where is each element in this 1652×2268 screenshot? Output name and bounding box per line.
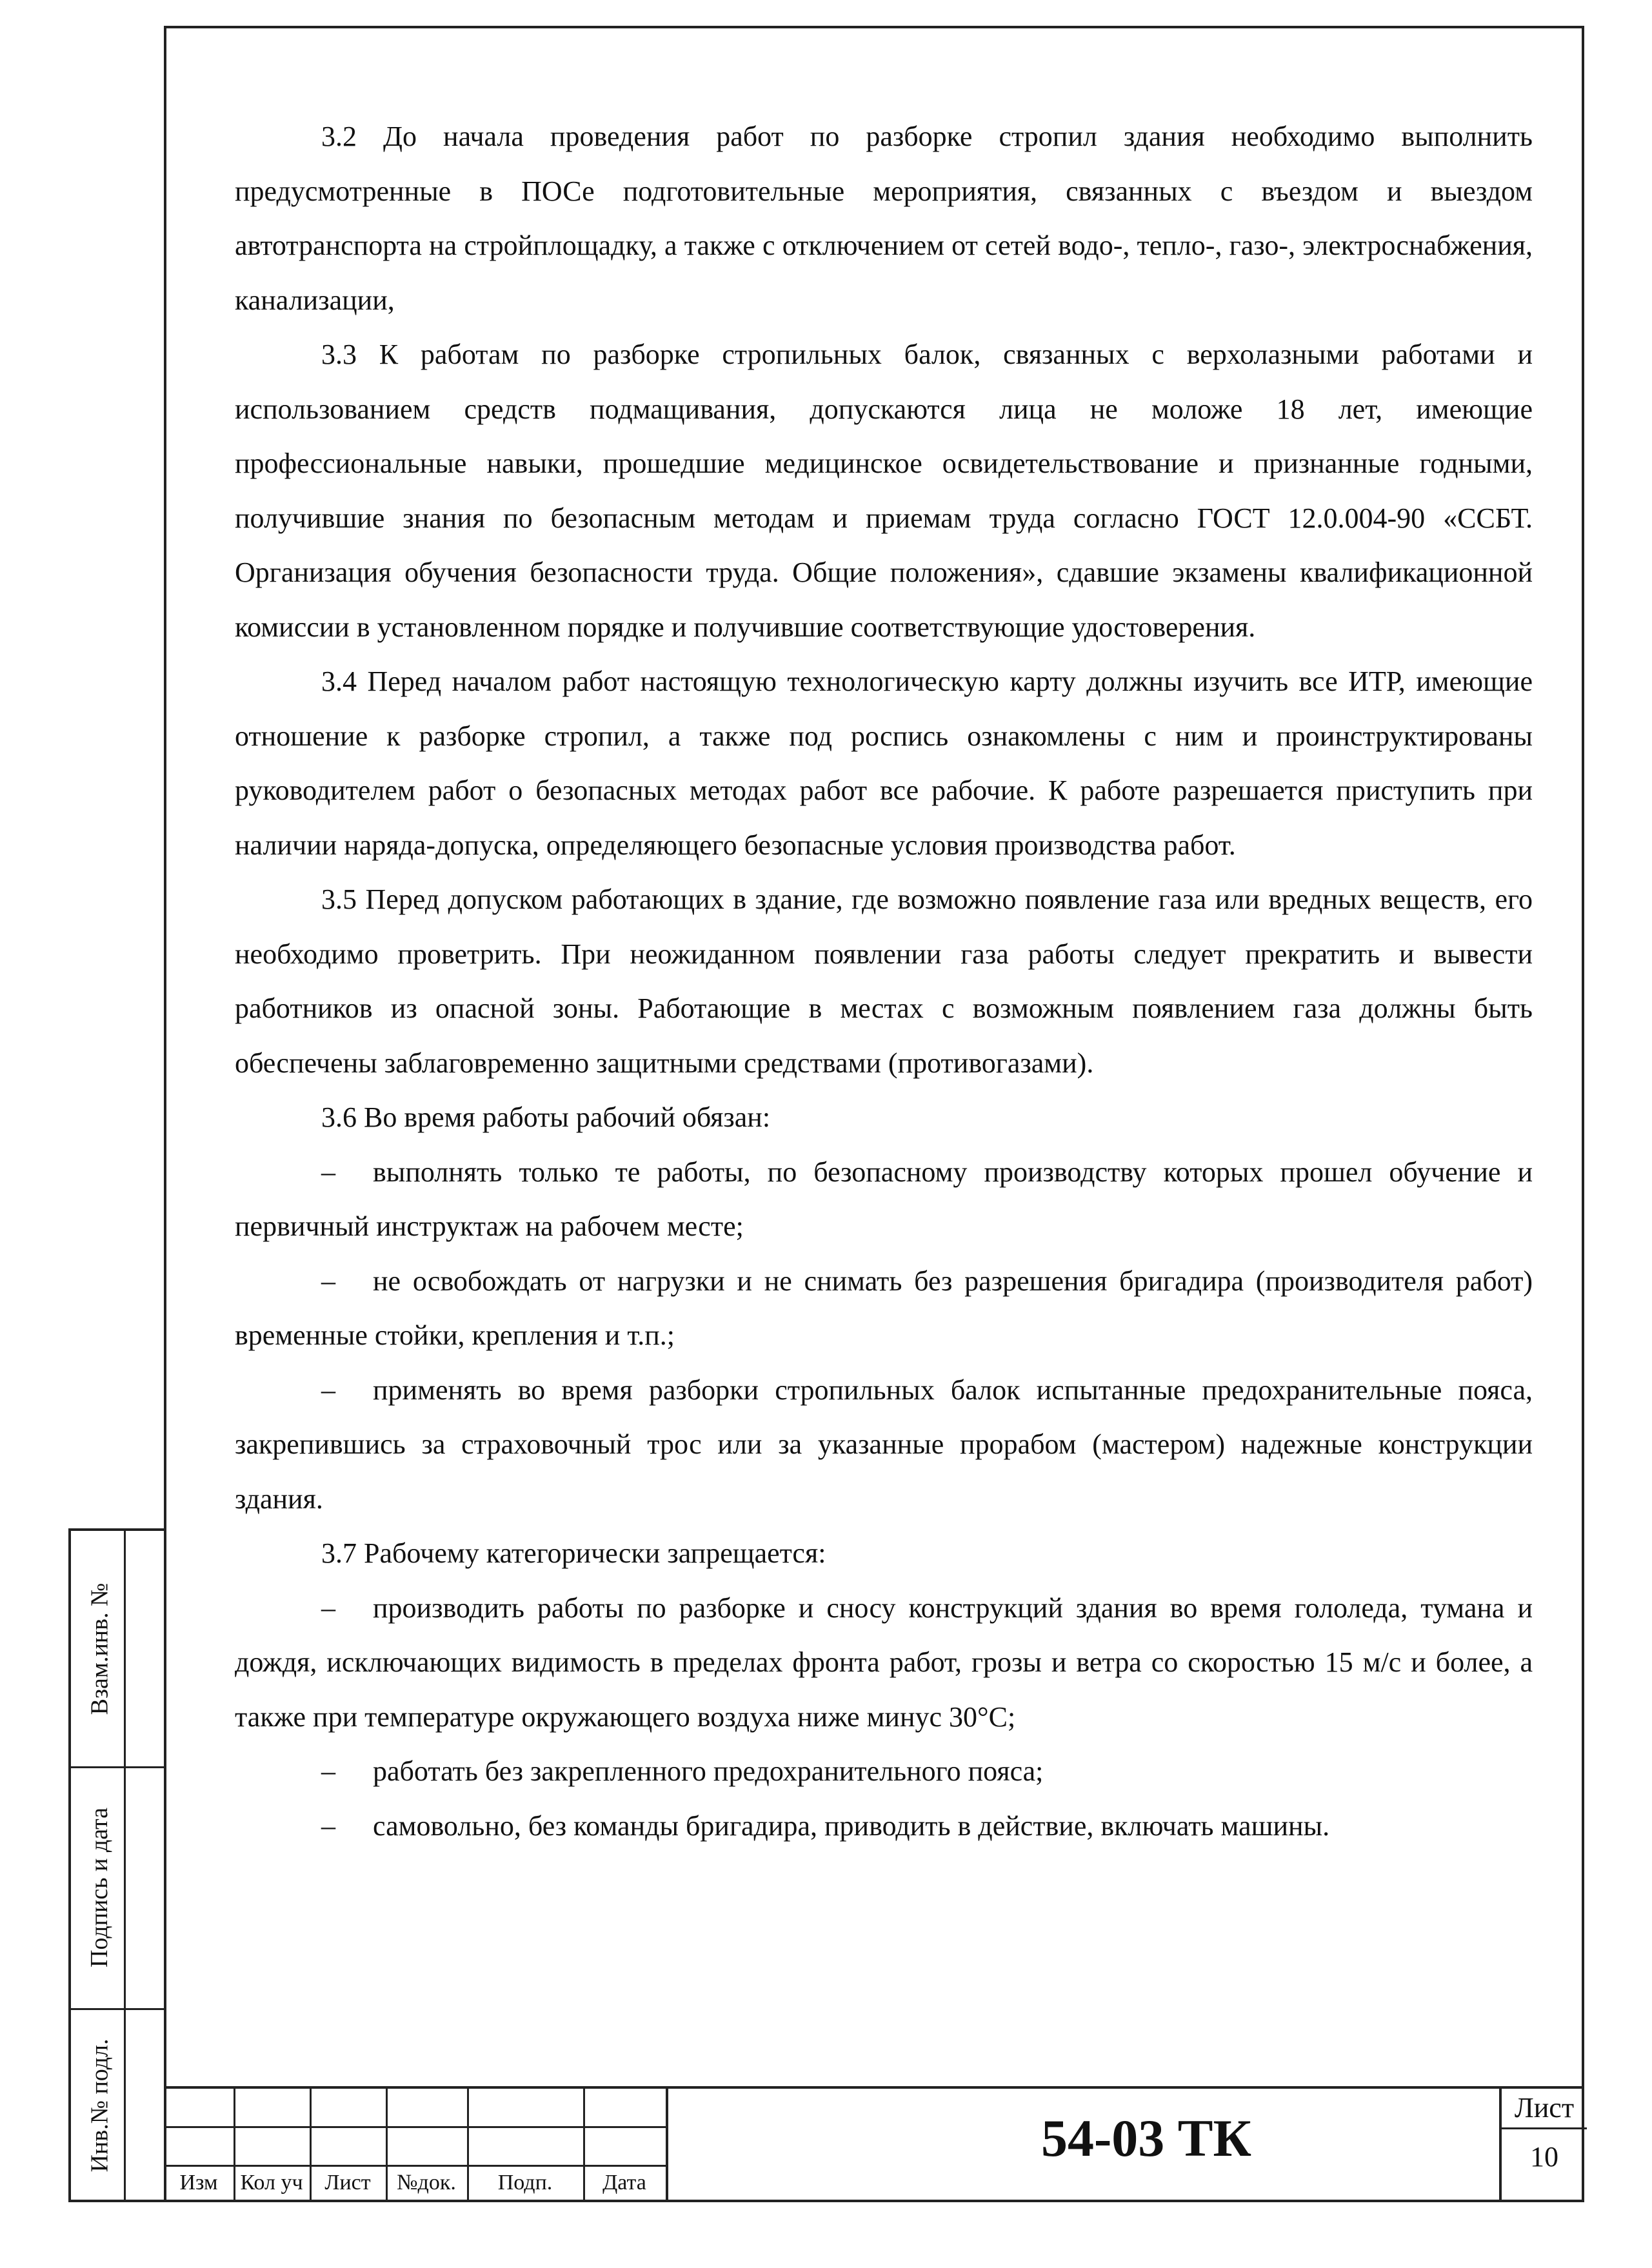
paragraph-3-2: 3.2 До начала проведения работ по разборке стропил здания необходимо выполнить предусмотренные в ПОСе подготовительные мероприятия, связанных с въездом и выездом автотранспорта на стройплощадку, а также с отключением от сетей водо-, тепло-, газо-, электроснабжения, канализации, [235, 121, 1533, 316]
paragraph-3-7: 3.7 Рабочему категорически запрещается: [321, 1537, 826, 1569]
paragraph-3-4: 3.4 Перед началом работ настоящую технологическую карту должны изучить все ИТР, имеющие отношение к разборке стропил, а также под роспись ознакомлены с ним и проинструктированы руководителем работ о безопасных методах работ все рабочие. К работе разрешается приступить при наличии наряда-допуска, определяющего безопасные условия производства работ. [235, 666, 1533, 861]
list-item: – самовольно, без команды бригадира, приводить в действие, включать машины. [321, 1809, 1330, 1842]
sheet-number: 10 [1530, 2141, 1558, 2173]
column-header: Дата [602, 2171, 646, 2194]
column-header: №док. [397, 2171, 456, 2194]
divider [1502, 2127, 1587, 2129]
paragraph-3-3: 3.3 К работам по разборке стропильных балок, связанных с верхолазными работами и использованием средств подмащивания, допускаются лица не моложе 18 лет, имеющие профессиональные навыки, прошедшие медицинское освидетельствование и признанные годными, получившие знания по безопасным методам и приемам труда согласно ГОСТ 12.0.004-90 «ССБТ. Организация обучения безопасности труда. Общие положения», сдавшие экзамены квалификационной комиссии в установленном порядке и получившие соответствующие удостоверения. [235, 339, 1533, 643]
list-item: – выполнять только те работы, по безопасному производству которых прошел обучение и первичный инструктаж на рабочем месте; [235, 1156, 1533, 1242]
list-item: – не освобождать от нагрузки и не снимать без разрешения бригадира (производителя работ) временные стойки, крепления и т.п.; [235, 1265, 1533, 1351]
side-label-replacement: Взам.инв. № [86, 1583, 114, 1715]
column-header: Подп. [497, 2171, 553, 2194]
divider [164, 2165, 666, 2167]
document-code: 54-03 ТК [1041, 2109, 1251, 2167]
list-item: – производить работы по разборке и сносу конструкций здания во время гололеда, тумана и дождя, исключающих видимость в пределах фронта работ, грозы и ветра со скоростью 15 м/с и более, а также при температуре окружающего воздуха ниже минус 30°С; [235, 1592, 1533, 1733]
divider [164, 2126, 666, 2128]
sheet-label: Лист [1514, 2092, 1575, 2124]
title-block [164, 2086, 1584, 2202]
divider [124, 1531, 126, 2200]
divider [666, 2089, 668, 2202]
side-label-signature: Подпись и дата [86, 1807, 114, 1967]
sheet-box [1499, 2089, 1587, 2202]
column-header: Кол уч [240, 2171, 303, 2194]
paragraph-3-6: 3.6 Во время работы рабочий обязан: [321, 1101, 771, 1133]
side-stamp-strip [68, 1528, 164, 2202]
list-item: – работать без закрепленного предохранительного пояса; [321, 1755, 1044, 1787]
list-item: – применять во время разборки стропильных балок испытанные предохранительные пояса, закрепившись за страховочный трос или за указанные прорабом (мастером) надежные конструкции здания. [235, 1374, 1533, 1515]
column-header: Изм [179, 2171, 218, 2194]
revision-table [164, 2089, 666, 2202]
side-label-inventory: Инв.№ подл. [86, 2038, 114, 2173]
column-header: Лист [324, 2171, 371, 2194]
document-body [235, 110, 1533, 1853]
paragraph-3-5: 3.5 Перед допуском работающих в здание, где возможно появление газа или вредных веществ, его необходимо проветрить. При неожиданном появлении газа работы следует прекратить и вывести работников из опасной зоны. Работающие в местах с возможным появлением газа должны быть обеспечены заблаговременно защитными средствами (противогазами). [235, 883, 1533, 1079]
